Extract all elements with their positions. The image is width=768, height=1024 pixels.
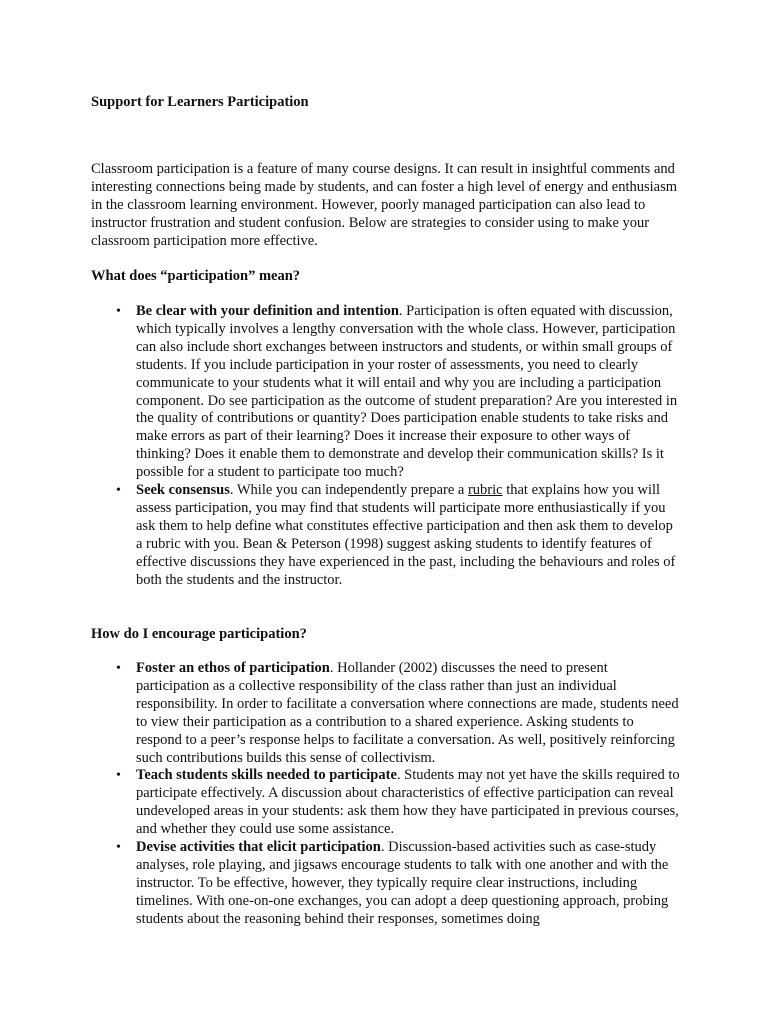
intro-paragraph: Classroom participation is a feature of many course designs. It can result in insightful comments and interesting connections being made by students, and can foster a high level of energy and enthusiasm in the classroom learning environment. However, poorly managed participation can also lead to instructor frustration and student confusion. Below are strategies to consider using to make your classroom participation more effective. (91, 161, 678, 249)
bullet-list-definition (0, 303, 768, 590)
list-item-text: . While you can independently prepare a (229, 482, 468, 499)
list-item-text: . Discussion-based activities such as case-study analyses, role playing, and jigsaws encourage students to talk with one another and with the instructor. To be effective, however, they typically require clear instructions, including timelines. With one-on-one exchanges, you can adopt a deep questioning approach, probing students about the reasoning behind their responses, sometimes doing (136, 839, 669, 927)
document-title: Support for Learners Participation (91, 94, 309, 110)
list-item-lead: Seek consensus (136, 482, 230, 499)
section-heading-encourage-participation: How do I encourage participation? (91, 626, 307, 642)
bullet-icon: • (116, 661, 121, 676)
list-item-text: that explains how you will assess participation, you may find that students will participate more enthusiastically if you ask them to help define what constitutes effective participation and then ask them to develop a rubric with you. Bean & Peterson (1998) suggest asking students to identify features of effective discussions they have experienced in the past, including the behaviours and roles of both the students and the instructor. (136, 482, 676, 588)
list-item-lead: Teach students skills needed to participate (136, 767, 397, 784)
section-heading-what-participation-means: What does “participation” mean? (91, 268, 301, 284)
bullet-icon: • (116, 840, 121, 856)
list-item-lead: Foster an ethos of participation (136, 660, 330, 676)
list-item-lead: Be clear with your definition and intention (136, 303, 399, 319)
bullet-icon: • (116, 768, 121, 784)
list-item-be-clear (116, 303, 681, 482)
list-item-text: . Hollander (2002) discusses the need to present participation as a collective responsibility of the class rather than just an individual responsibility. In order to facilitate a conversation where connections are made, students need to view their participation as a contribution to a shared experience. Asking students to respond to a peer’s response helps to facilitate a conversation. As well, positively reinforcing such contributions builds this sense of collectivism. (136, 660, 679, 766)
list-item-text: . Students may not yet have the skills required to participate effectively. A discussion about characteristics of effective participation can reveal undeveloped areas in your students: ask them how they have participated in previous courses, and whether they could use some assistance. (136, 767, 680, 838)
list-item-text: . Participation is often equated with discussion, which typically involves a lengthy conversation with the whole class. However, participation can also include short exchanges between instructors and students, or within small groups of students. If you include participation in your roster of assessments, you need to clearly communicate to your students what it will entail and why you are including a participation component. Do see participation as the outcome of student preparation? Are you interested in the quality of contributions or quantity? Does participation enable students to take risks and make errors as part of their learning? Does it increase their exposure to other ways of thinking? Does it enable them to demonstrate and develop their communication skills? Is it possible for a student to participate too much? (136, 303, 678, 481)
list-item-lead: Devise activities that elicit participation (136, 839, 381, 856)
rubric-link[interactable]: rubric (467, 482, 503, 499)
list-item-foster-ethos (116, 660, 681, 767)
list-item-seek-consensus (116, 482, 681, 589)
bullet-icon: • (116, 304, 121, 319)
bullet-list-encourage (0, 660, 768, 929)
list-item-devise-activities (116, 839, 681, 929)
bullet-icon: • (116, 483, 121, 499)
list-item-teach-skills (116, 767, 681, 839)
